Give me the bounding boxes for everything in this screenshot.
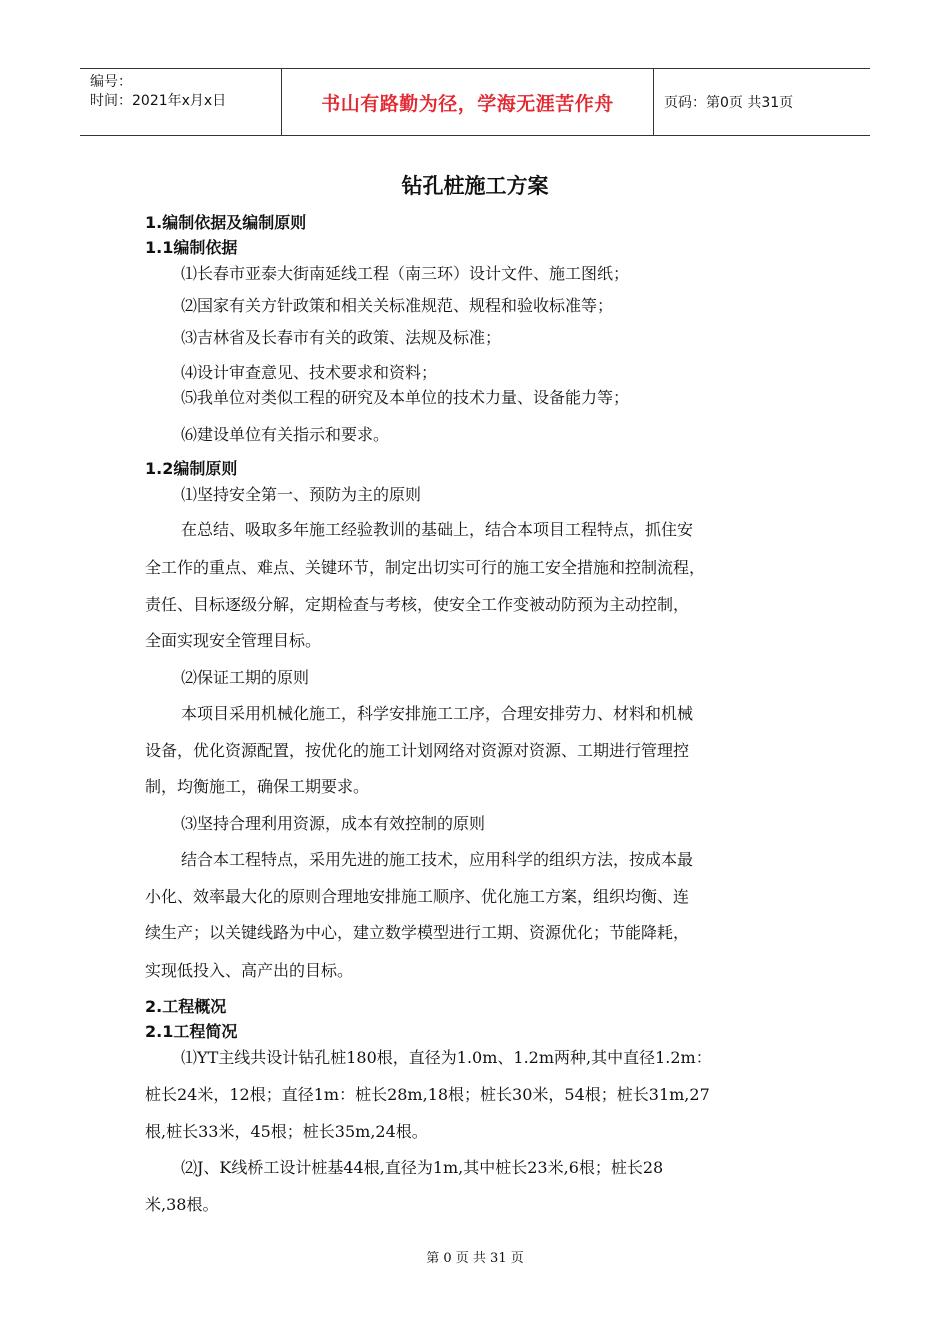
page-header bbox=[80, 68, 870, 136]
paragraph-line: 续生产；以关键线路为中心，建立数学模型进行工期、资源优化；节能降耗， bbox=[145, 923, 690, 942]
section-heading: 1.编制依据及编制原则 bbox=[145, 213, 307, 232]
principle-heading: ⑶坚持合理利用资源，成本有效控制的原则 bbox=[181, 814, 486, 833]
paragraph-line: 小化、效率最大化的原则合理地安排施工顺序、优化施工方案，组织均衡、连 bbox=[145, 887, 690, 906]
subsection-heading: 2.1工程简况 bbox=[145, 1022, 238, 1041]
basis-item: ⑹建设单位有关指示和要求。 bbox=[181, 425, 390, 444]
principle-heading: ⑴坚持安全第一、预防为主的原则 bbox=[181, 485, 422, 504]
paragraph-line: 根,桩长33米，45根；桩长35m,24根。 bbox=[145, 1122, 428, 1141]
paragraph-line: 米,38根。 bbox=[145, 1195, 219, 1214]
paragraph-line: 桩长24米，12根；直径1m：桩长28m,18根；桩长30米，54根；桩长31m,27 bbox=[145, 1085, 710, 1104]
paragraph-line: ⑴YT主线共设计钻孔桩180根，直径为1.0m、1.2m两种,其中直径1.2m： bbox=[181, 1048, 712, 1067]
paragraph-line: 全工作的重点、难点、关键环节，制定出切实可行的施工安全措施和控制流程， bbox=[145, 558, 706, 577]
number-label: 编号： bbox=[90, 74, 132, 90]
paragraph-line: 结合本工程特点，采用先进的施工技术，应用科学的组织方法，按成本最 bbox=[181, 850, 694, 869]
paragraph-line: 责任、目标逐级分解，定期检查与考核，使安全工作变被动防预为主动控制， bbox=[145, 595, 690, 614]
paragraph-line: 本项目采用机械化施工，科学安排施工工序，合理安排劳力、材料和机械 bbox=[181, 704, 694, 723]
principle-heading: ⑵保证工期的原则 bbox=[181, 668, 310, 687]
section-heading: 2.工程概况 bbox=[145, 997, 227, 1016]
header-page-cell bbox=[654, 69, 870, 135]
paragraph-line: 设备，优化资源配置，按优化的施工计划网络对资源对资源、工期进行管理控 bbox=[145, 741, 690, 760]
paragraph-line: 实现低投入、高产出的目标。 bbox=[145, 961, 354, 980]
subsection-heading: 1.2编制原则 bbox=[145, 459, 238, 478]
motto: 书山有路勤为径，学海无涯苦作舟 bbox=[321, 92, 614, 115]
paragraph-line: 制，均衡施工，确保工期要求。 bbox=[145, 777, 370, 796]
header-motto-cell bbox=[282, 69, 654, 135]
basis-item: ⑸我单位对类似工程的研究及本单位的技术力量、设备能力等； bbox=[181, 388, 630, 407]
document-title: 钻孔桩施工方案 bbox=[401, 174, 549, 198]
paragraph-line: 全面实现安全管理目标。 bbox=[145, 631, 322, 650]
basis-item: ⑵国家有关方针政策和相关关标准规范、规程和验收标准等； bbox=[181, 296, 614, 315]
subsection-heading: 1.1编制依据 bbox=[145, 238, 238, 257]
header-meta bbox=[80, 69, 282, 135]
basis-item: ⑶吉林省及长春市有关的政策、法规及标准； bbox=[181, 328, 502, 347]
date-label: 时间：2021年x月x日 bbox=[90, 93, 227, 109]
basis-item: ⑴长春市亚泰大街南延线工程（南三环）设计文件、施工图纸； bbox=[181, 264, 630, 283]
basis-item: ⑷设计审查意见、技术要求和资料； bbox=[181, 363, 438, 382]
page-label: 页码：第0页 共31页 bbox=[664, 95, 794, 111]
paragraph-line: ⑵J、K线桥工设计桩基44根,直径为1m,其中桩长23米,6根；桩长28 bbox=[181, 1158, 664, 1177]
paragraph-line: 在总结、吸取多年施工经验教训的基础上，结合本项目工程特点，抓住安 bbox=[181, 520, 694, 539]
page-footer: 第 0 页 共 31 页 bbox=[426, 1251, 524, 1266]
